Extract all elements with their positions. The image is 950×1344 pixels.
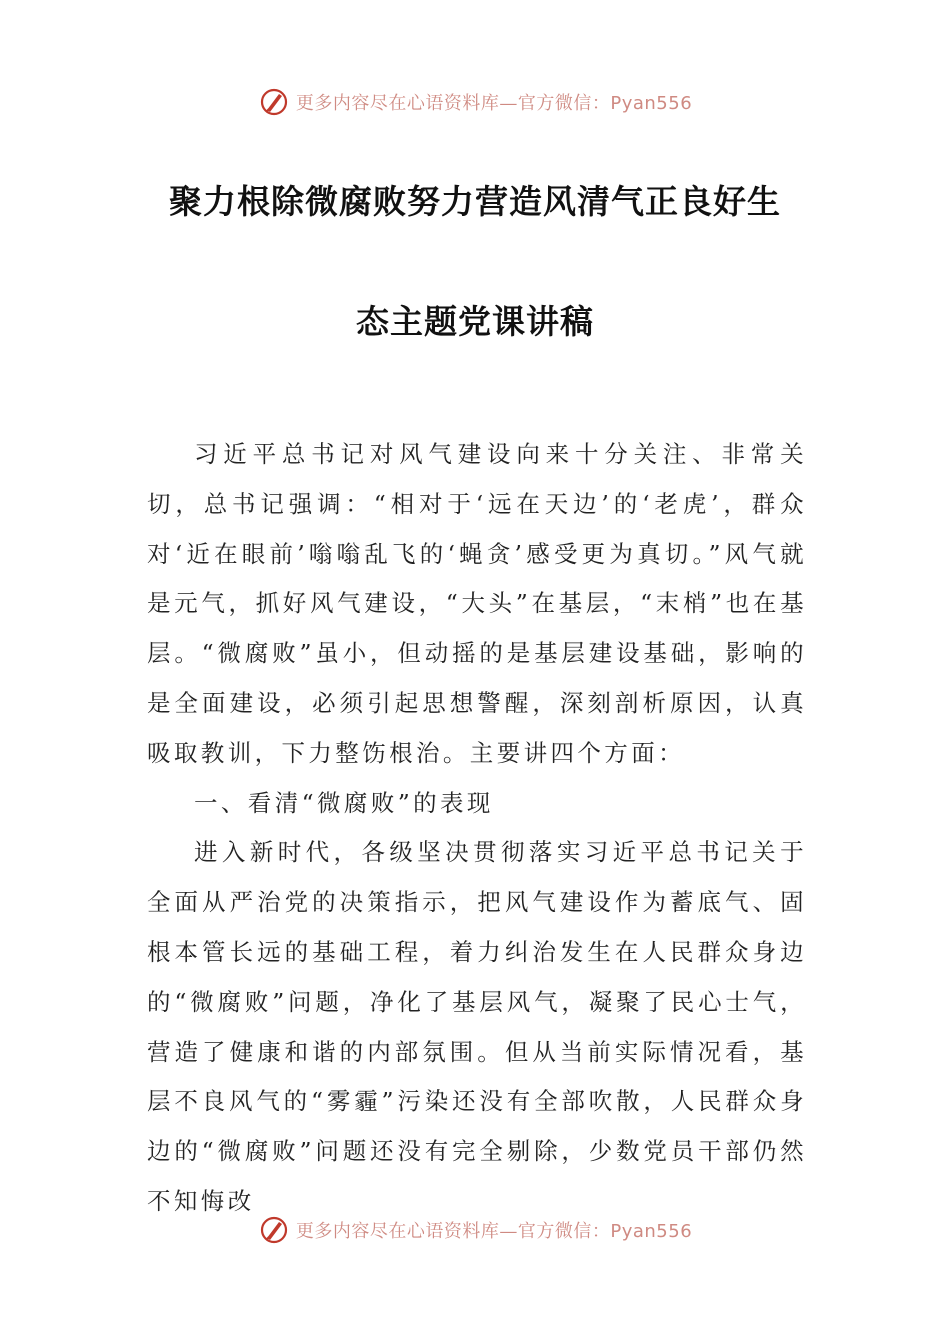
section-heading: 一、看清“微腐败”的表现	[194, 788, 494, 817]
pen-logo-icon	[258, 86, 290, 118]
header-watermark-banner	[0, 82, 950, 122]
pen-logo-icon	[258, 1214, 290, 1246]
banner-label: 更多内容尽在心语资料库—官方微信：	[295, 1221, 611, 1242]
document-title-line-1: 聚力根除微腐败努力营造风清气正良好生	[169, 182, 781, 221]
paragraph: 习近平总书记对风气建设向来十分关注、非常关切，总书记强调：“相对于‘远在天边’的‘老虎’，群众对‘近在眼前’嗡嗡乱飞的‘蝇贪’感受更为真切。”风气就是元气，抓好风气建设，“大头”在基层，“末梢”也在基层。“微腐败”虽小，但动摇的是基层建设基础，影响的是全面建设，必须引起思想警醒，深刻剖析原因，认真吸取教训，下力整饬根治。主要讲四个方面：	[147, 440, 807, 767]
paragraph: 进入新时代，各级坚决贯彻落实习近平总书记关于全面从严治党的决策指示，把风气建设作为蓄底气、固根本管长远的基础工程，着力纠治发生在人民群众身边的“微腐败”问题，净化了基层风气，凝聚了民心士气，营造了健康和谐的内部氛围。但从当前实际情况看，基层不良风气的“雾霾”污染还没有全部吹散，人民群众身边的“微腐败”问题还没有完全剔除，少数党员干部仍然不知悔改	[147, 838, 807, 1215]
banner-wechat-id: Pyan556	[610, 93, 693, 114]
banner-wechat-id: Pyan556	[610, 1221, 693, 1242]
banner-text	[296, 1217, 692, 1243]
footer-watermark-banner	[0, 1210, 950, 1250]
document-title-line-2: 态主题党课讲稿	[356, 302, 594, 341]
document-body	[147, 430, 807, 1227]
banner-text	[296, 89, 692, 115]
banner-label: 更多内容尽在心语资料库—官方微信：	[295, 93, 611, 114]
